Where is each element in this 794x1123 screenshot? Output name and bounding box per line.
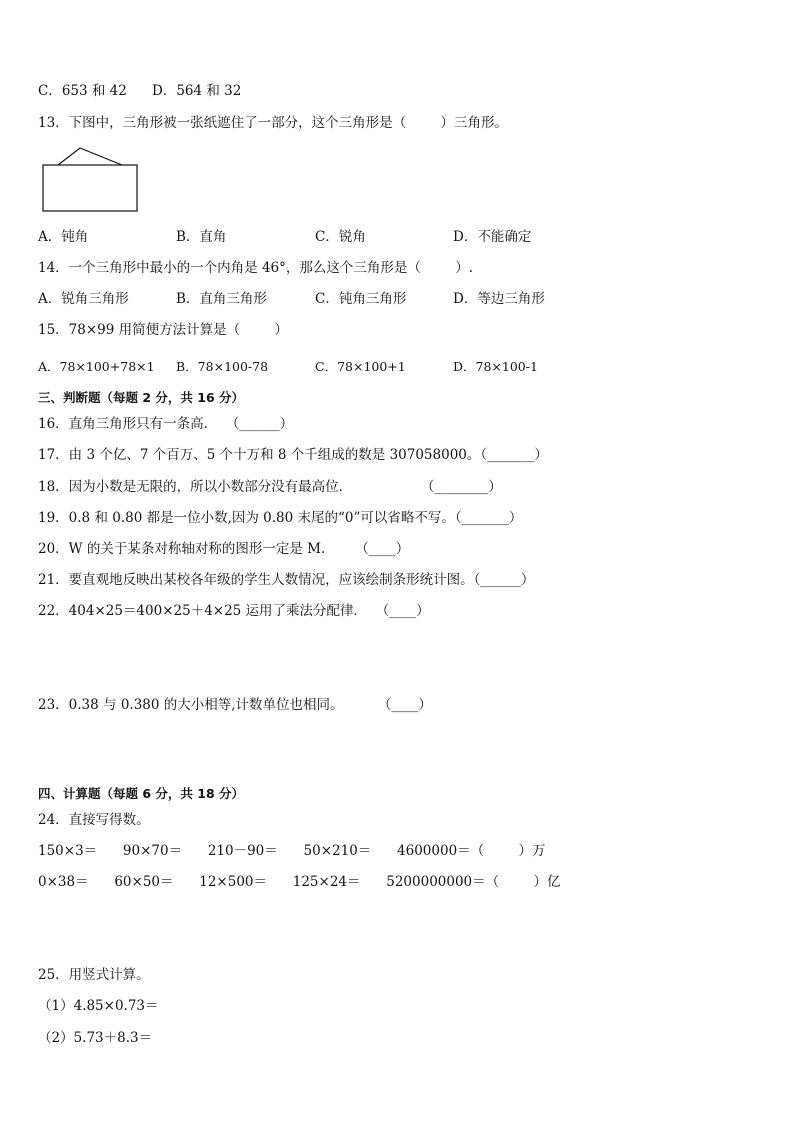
q16: 16．直角三角形只有一条高． （______）: [38, 416, 294, 432]
q14-option-d: D．等边三角形: [453, 291, 545, 307]
covering-paper: [43, 165, 137, 211]
q18: 18．因为小数是无限的，所以小数部分没有最高位． （________）: [38, 479, 502, 495]
q20: 20．W 的关于某条对称轴对称的图形一定是 M. （____）: [38, 541, 410, 557]
triangle-top: [58, 148, 122, 165]
q13-stem: 13．下图中，三角形被一张纸遮住了一部分，这个三角形是（ ）三角形。: [38, 115, 509, 131]
q15-option-a: A．78×100+78×1: [38, 359, 155, 374]
q24-stem: 24．直接写得数。: [38, 812, 150, 828]
q14-option-a: A．锐角三角形: [38, 291, 129, 307]
section-3-heading: 三、判断题（每题 2 分，共 16 分）: [38, 390, 245, 405]
q25-item-2: （2）5.73＋8.3＝: [38, 1030, 153, 1046]
q24-row-1: 150×3＝ 90×70＝ 210－90＝ 50×210＝ 4600000＝（ ）万: [38, 843, 546, 859]
q23: 23．0.38 与 0.380 的大小相等,计数单位也相同。 （____）: [38, 697, 432, 713]
q24-row-2: 0×38＝ 60×50＝ 12×500＝ 125×24＝ 5200000000＝（ ）亿: [38, 874, 561, 890]
q14-stem: 14．一个三角形中最小的一个内角是 46°，那么这个三角形是（ ）.: [38, 260, 474, 276]
q14-option-c: C．钝角三角形: [315, 291, 407, 307]
q17: 17．由 3 个亿、7 个百万、5 个十万和 8 个千组成的数是 307058000。（_______）: [38, 447, 548, 463]
q12-option-c: C．653 和 42: [38, 83, 127, 99]
q13-option-c: C．锐角: [315, 229, 366, 245]
q22: 22．404×25＝400×25＋4×25 运用了乘法分配律． （____）: [38, 603, 430, 619]
covered-triangle-figure: [40, 145, 140, 215]
q13-option-d: D．不能确定: [453, 229, 532, 245]
q19: 19．0.8 和 0.80 都是一位小数,因为 0.80 末尾的“0”可以省略不写。（_______）: [38, 510, 523, 526]
q13-option-a: A．钝角: [38, 229, 89, 245]
q21: 21．要直观地反映出某校各年级的学生人数情况，应该绘制条形统计图。（______）: [38, 572, 535, 588]
q13-option-b: B．直角: [176, 229, 227, 245]
q25-item-1: （1）4.85×0.73＝: [38, 998, 159, 1014]
q15-option-d: D．78×100-1: [453, 359, 538, 374]
q14-option-b: B．直角三角形: [176, 291, 267, 307]
section-4-heading: 四、计算题（每题 6 分，共 18 分）: [38, 786, 245, 801]
q12-option-d: D．564 和 32: [152, 83, 242, 99]
q15-stem: 15．78×99 用简便方法计算是（ ）: [38, 322, 288, 338]
q15-option-b: B．78×100-78: [176, 359, 269, 374]
q25-stem: 25．用竖式计算。: [38, 967, 150, 983]
q15-option-c: C．78×100+1: [315, 359, 406, 374]
